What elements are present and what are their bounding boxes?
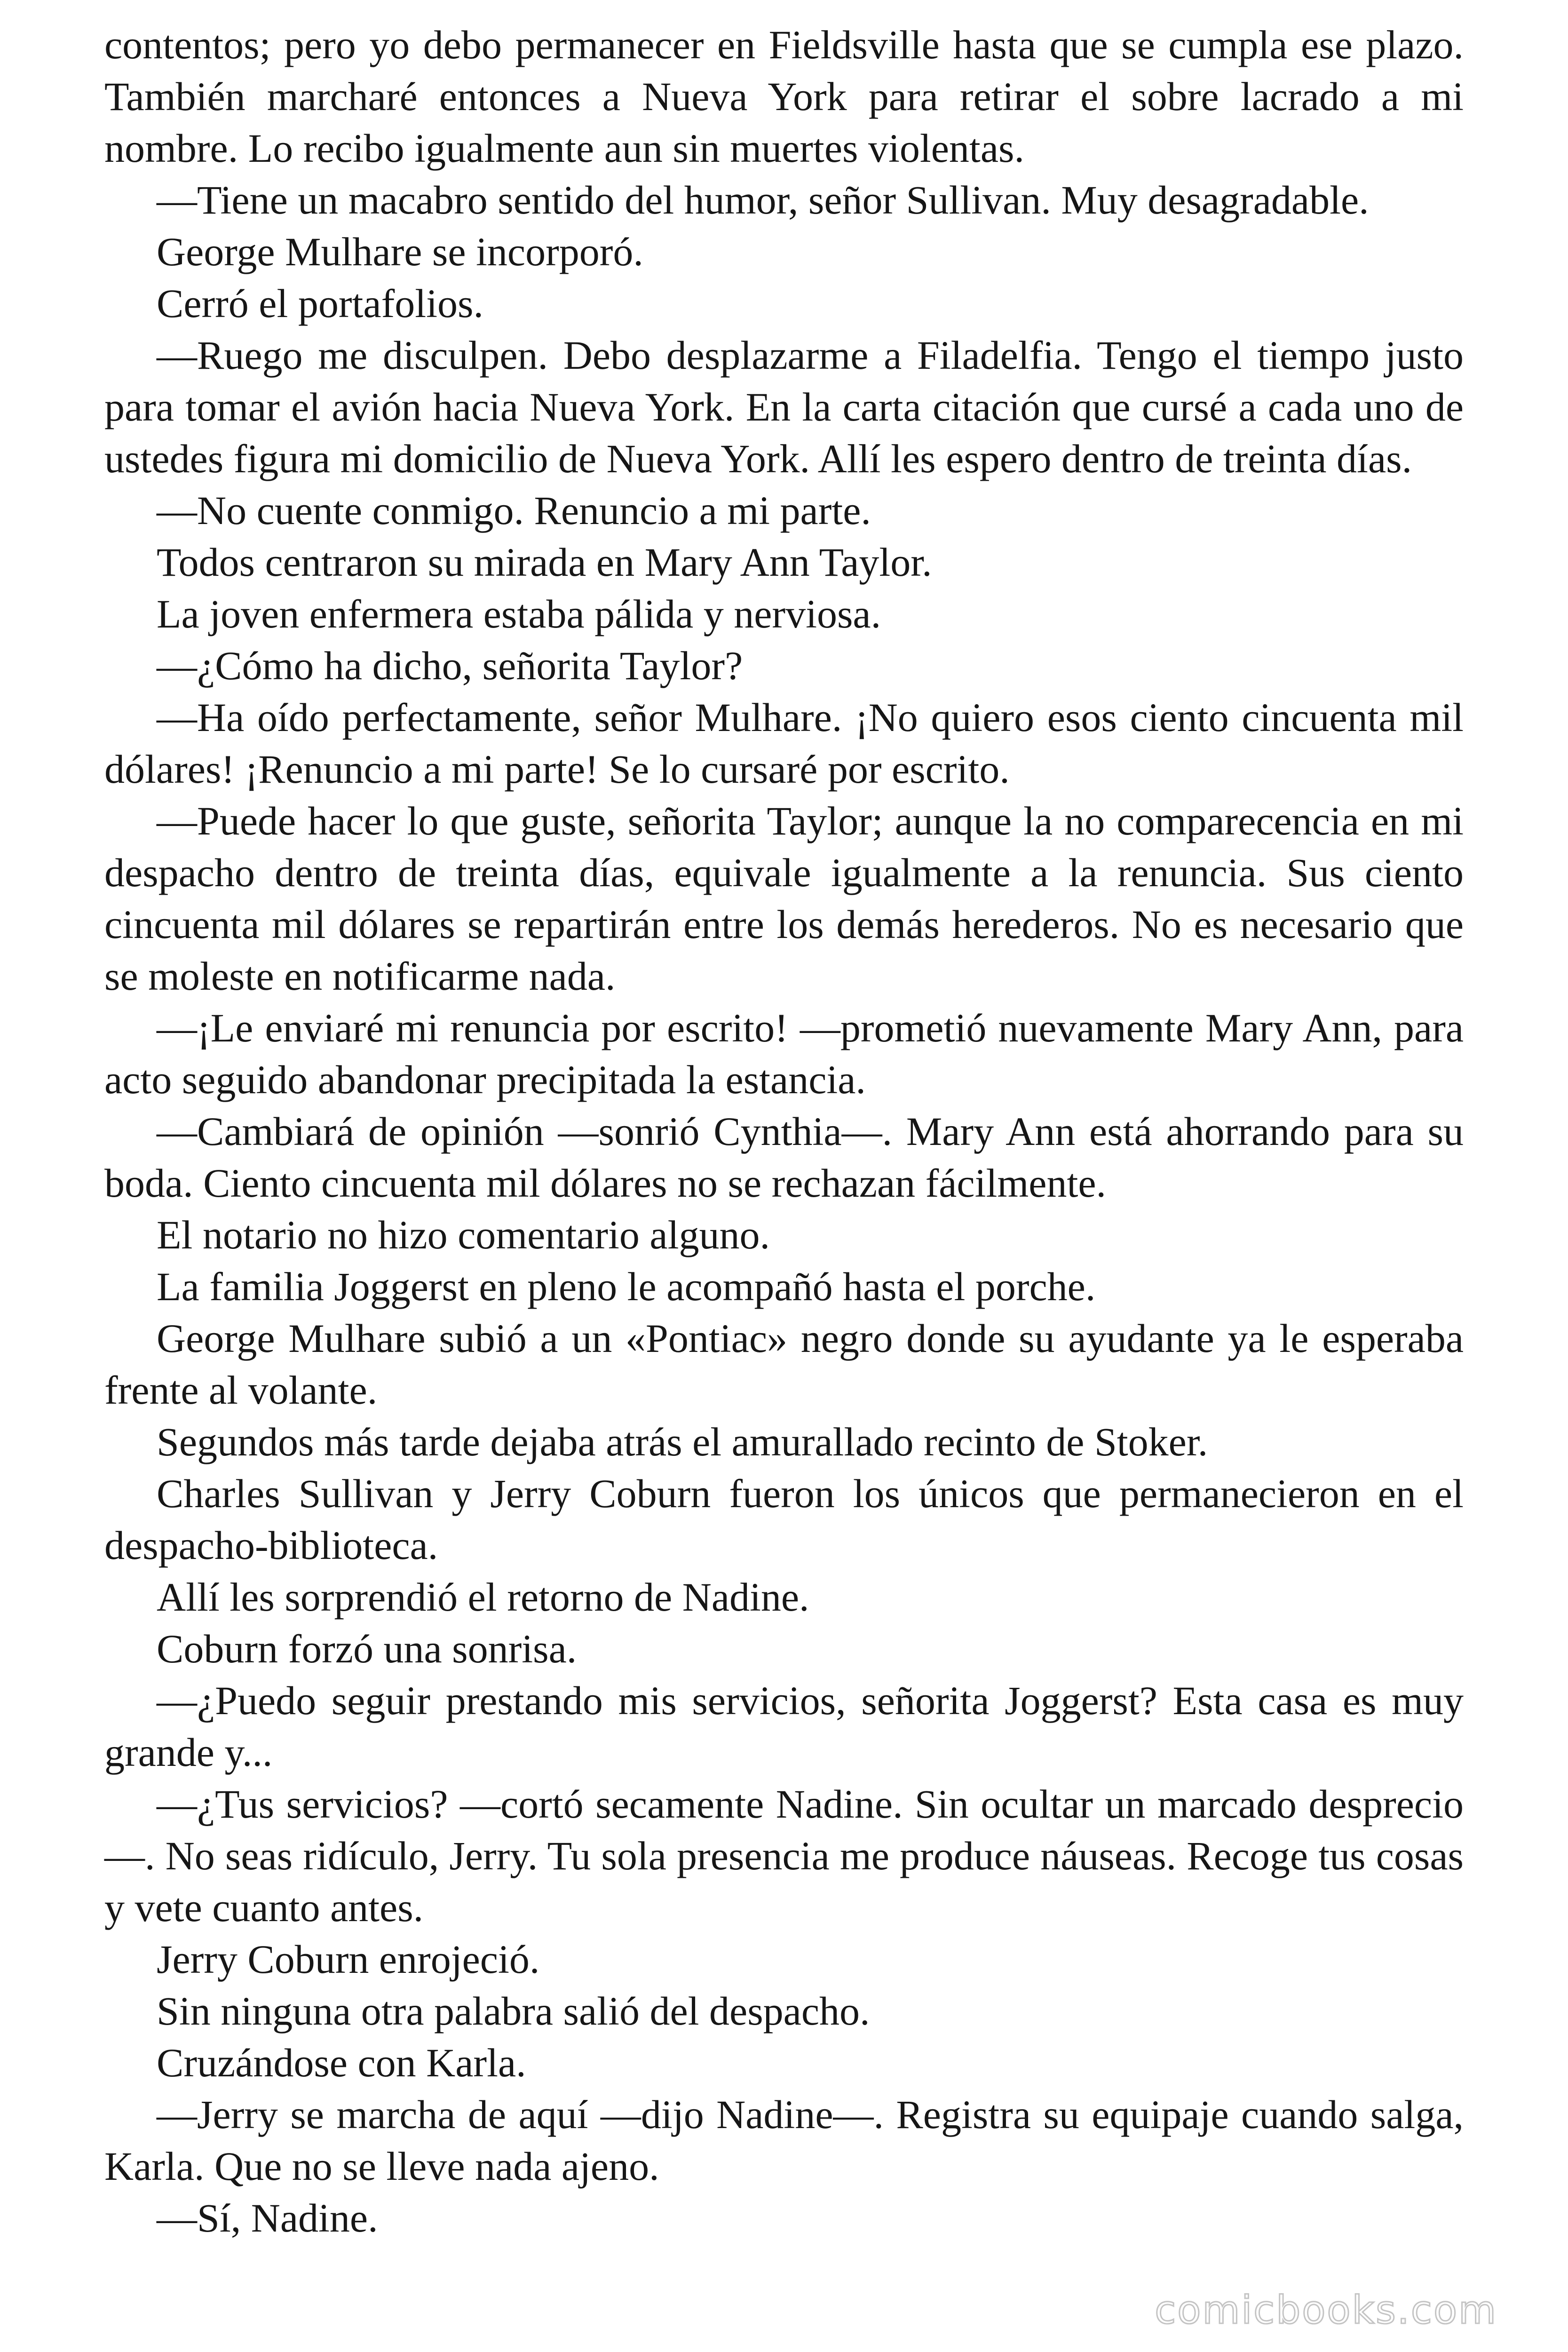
paragraph-7: Todos centraron su mirada en Mary Ann Taylor. bbox=[157, 540, 932, 585]
paragraph-23: Jerry Coburn enrojeció. bbox=[157, 1937, 540, 1982]
paragraph-24: Sin ninguna otra palabra salió del despacho. bbox=[157, 1988, 870, 2034]
watermark: comicbooks.com bbox=[1155, 2288, 1497, 2333]
paragraph-16: George Mulhare subió a un «Pontiac» negro donde su ayudante ya le esperaba frente al volante. bbox=[104, 1316, 1464, 1413]
paragraph-20: Coburn forzó una sonrisa. bbox=[157, 1626, 577, 1671]
paragraph-18: Charles Sullivan y Jerry Coburn fueron los únicos que permanecieron en el despacho-biblioteca. bbox=[104, 1471, 1464, 1568]
paragraph-27: —Sí, Nadine. bbox=[157, 2195, 378, 2241]
paragraph-2: —Tiene un macabro sentido del humor, señor Sullivan. Muy desagradable. bbox=[157, 177, 1369, 222]
paragraph-21: —¿Puedo seguir prestando mis servicios, señorita Joggerst? Esta casa es muy grande y... bbox=[104, 1678, 1464, 1775]
paragraph-25: Cruzándose con Karla. bbox=[157, 2040, 526, 2085]
paragraph-11: —Puede hacer lo que guste, señorita Taylor; aunque la no comparecencia en mi despacho dentro de treinta días, equivale igualmente a la renuncia. Sus ciento cincuenta mil dólares se repartirán entre los demás herederos. No es necesario que se moleste en notificarme nada. bbox=[104, 798, 1464, 999]
paragraph-17: Segundos más tarde dejaba atrás el amurallado recinto de Stoker. bbox=[157, 1419, 1208, 1464]
paragraph-4: Cerró el portafolios. bbox=[157, 281, 483, 326]
paragraph-22: —¿Tus servicios? —cortó secamente Nadine. Sin ocultar un marcado desprecio—. No seas ridículo, Jerry. Tu sola presencia me produce náuseas. Recoge tus cosas y vete cuanto antes. bbox=[104, 1781, 1464, 1930]
paragraph-3: George Mulhare se incorporó. bbox=[157, 229, 643, 274]
paragraph-12: —¡Le enviaré mi renuncia por escrito! —prometió nuevamente Mary Ann, para acto seguido abandonar precipitada la estancia. bbox=[104, 1005, 1464, 1102]
paragraph-6: —No cuente conmigo. Renuncio a mi parte. bbox=[157, 488, 871, 533]
paragraph-9: —¿Cómo ha dicho, señorita Taylor? bbox=[157, 643, 743, 688]
paragraph-5: —Ruego me disculpen. Debo desplazarme a Filadelfia. Tengo el tiempo justo para tomar el avión hacia Nueva York. En la carta citación que cursé a cada uno de ustedes figura mi domicilio de Nueva York. Allí les espero dentro de treinta días. bbox=[104, 333, 1464, 481]
paragraph-13: —Cambiará de opinión —sonrió Cynthia—. Mary Ann está ahorrando para su boda. Ciento cincuenta mil dólares no se rechazan fácilmente. bbox=[104, 1109, 1464, 1206]
paragraph-1: contentos; pero yo debo permanecer en Fieldsville hasta que se cumpla ese plazo. También marcharé entonces a Nueva York para retirar el sobre lacrado a mi nombre. Lo recibo igualmente aun sin muertes violentas. bbox=[104, 22, 1464, 171]
document-page bbox=[104, 19, 1464, 2244]
paragraph-26: —Jerry se marcha de aquí —dijo Nadine—. Registra su equipaje cuando salga, Karla. Que no se lleve nada ajeno. bbox=[104, 2092, 1464, 2189]
paragraph-19: Allí les sorprendió el retorno de Nadine. bbox=[157, 1574, 809, 1620]
paragraph-14: El notario no hizo comentario alguno. bbox=[157, 1212, 770, 1257]
paragraph-15: La familia Joggerst en pleno le acompañó hasta el porche. bbox=[157, 1264, 1096, 1309]
paragraph-10: —Ha oído perfectamente, señor Mulhare. ¡No quiero esos ciento cincuenta mil dólares! ¡Renuncio a mi parte! Se lo cursaré por escrito. bbox=[104, 695, 1464, 792]
paragraph-8: La joven enfermera estaba pálida y nerviosa. bbox=[157, 591, 881, 636]
